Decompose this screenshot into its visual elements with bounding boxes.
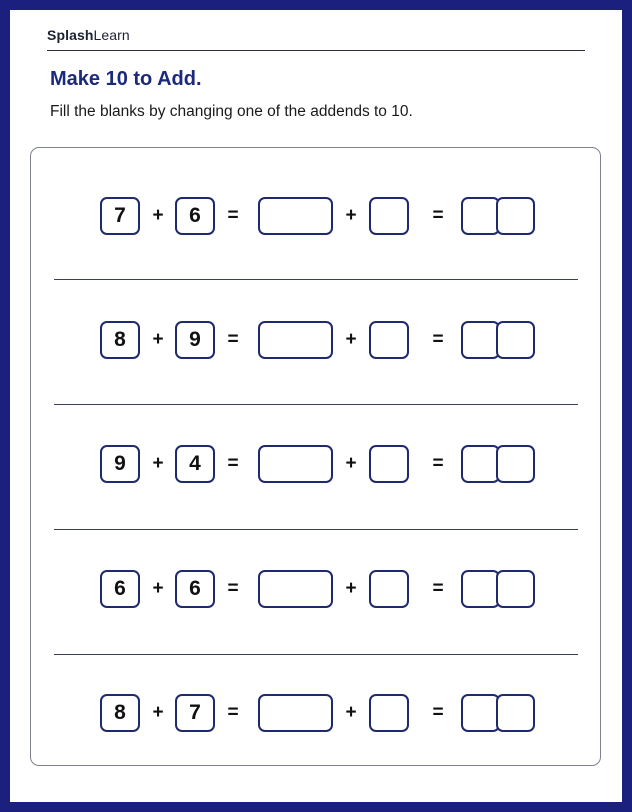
addend-b-box: 7 (175, 694, 215, 732)
ten-blank-input[interactable] (258, 445, 333, 483)
plus-sign: + (345, 578, 357, 599)
plus-sign: + (152, 205, 164, 226)
equals-sign: = (227, 702, 239, 723)
answer-ones-input[interactable] (496, 321, 535, 359)
addend-a-box: 7 (100, 197, 140, 235)
addend-blank-input[interactable] (369, 570, 409, 608)
addend-b-box: 9 (175, 321, 215, 359)
plus-sign: + (152, 453, 164, 474)
addend-b-box: 4 (175, 445, 215, 483)
ten-blank-input[interactable] (258, 694, 333, 732)
problem-row (31, 570, 602, 610)
addend-blank-input[interactable] (369, 321, 409, 359)
problem-row (31, 321, 602, 361)
answer-tens-input[interactable] (461, 570, 500, 608)
equals-sign: = (432, 329, 444, 350)
ten-blank-input[interactable] (258, 197, 333, 235)
equals-sign: = (227, 329, 239, 350)
addend-blank-input[interactable] (369, 197, 409, 235)
plus-sign: + (345, 205, 357, 226)
equals-sign: = (432, 578, 444, 599)
equals-sign: = (227, 205, 239, 226)
addend-a-box: 6 (100, 570, 140, 608)
splashlearn-logo (47, 27, 130, 43)
row-divider (54, 654, 578, 655)
worksheet-title: Make 10 to Add. (50, 68, 202, 90)
equals-sign: = (227, 453, 239, 474)
worksheet-page (10, 10, 622, 802)
addend-blank-input[interactable] (369, 694, 409, 732)
row-divider (54, 529, 578, 530)
equals-sign: = (432, 453, 444, 474)
plus-sign: + (345, 702, 357, 723)
addend-a-box: 9 (100, 445, 140, 483)
answer-tens-input[interactable] (461, 445, 500, 483)
worksheet-instructions: Fill the blanks by changing one of the addends to 10. (50, 103, 413, 120)
plus-sign: + (152, 702, 164, 723)
row-divider (54, 279, 578, 280)
equals-sign: = (432, 205, 444, 226)
logo-bold-text: Splash (47, 27, 94, 43)
problem-row (31, 694, 602, 734)
answer-tens-input[interactable] (461, 197, 500, 235)
row-divider (54, 404, 578, 405)
plus-sign: + (152, 329, 164, 350)
problems-panel (30, 147, 601, 766)
addend-b-box: 6 (175, 197, 215, 235)
answer-ones-input[interactable] (496, 694, 535, 732)
addend-blank-input[interactable] (369, 445, 409, 483)
header-divider (47, 50, 585, 51)
answer-tens-input[interactable] (461, 321, 500, 359)
addend-a-box: 8 (100, 694, 140, 732)
answer-ones-input[interactable] (496, 570, 535, 608)
plus-sign: + (152, 578, 164, 599)
answer-tens-input[interactable] (461, 694, 500, 732)
plus-sign: + (345, 329, 357, 350)
answer-ones-input[interactable] (496, 197, 535, 235)
answer-ones-input[interactable] (496, 445, 535, 483)
problem-row (31, 445, 602, 485)
equals-sign: = (432, 702, 444, 723)
equals-sign: = (227, 578, 239, 599)
ten-blank-input[interactable] (258, 570, 333, 608)
logo-regular-text: Learn (93, 27, 130, 43)
addend-b-box: 6 (175, 570, 215, 608)
ten-blank-input[interactable] (258, 321, 333, 359)
addend-a-box: 8 (100, 321, 140, 359)
problem-row (31, 197, 602, 237)
plus-sign: + (345, 453, 357, 474)
